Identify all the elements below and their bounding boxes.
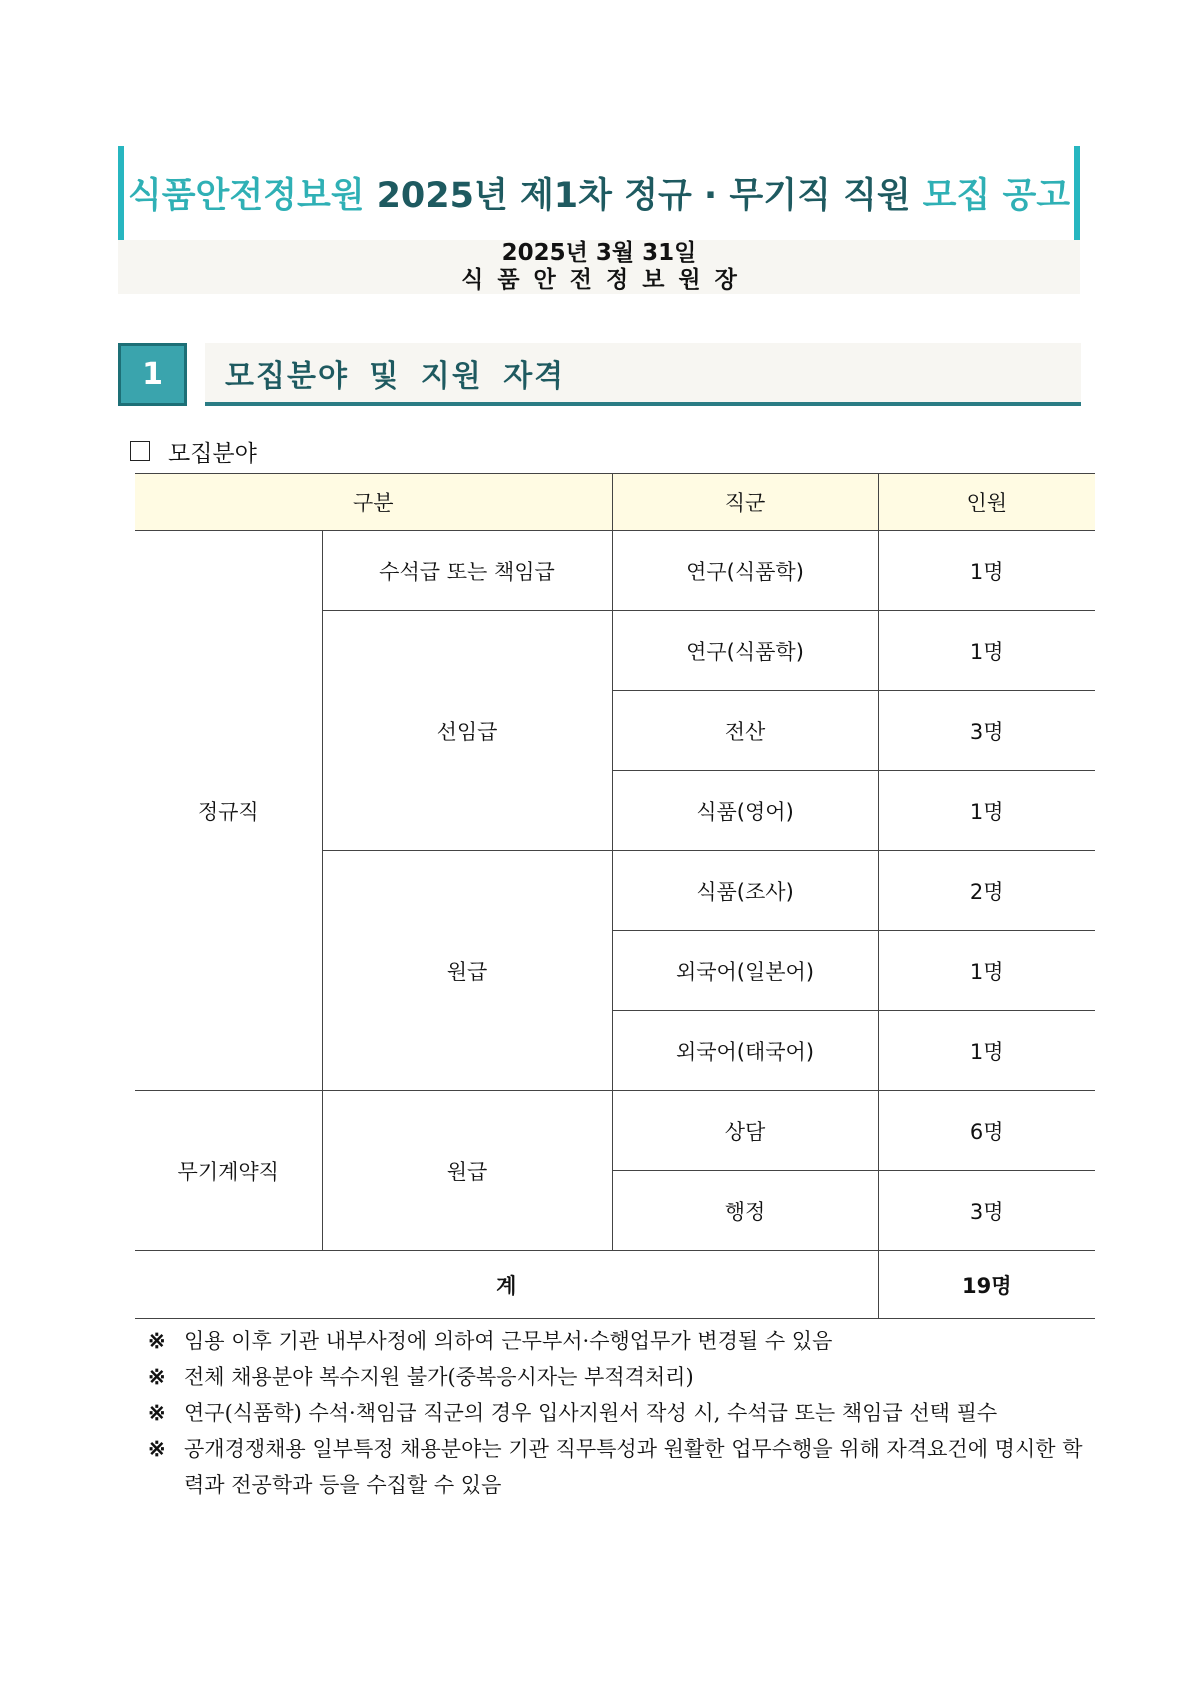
job-cell: 식품(조사) [612,851,878,931]
note-item [148,1359,1098,1395]
grade-cell: 원급 [322,851,612,1091]
issue-info [118,240,1080,294]
recruitment-table [135,473,1095,1319]
note-text: 임용 이후 기관 내부사정에 의하여 근무부서·수행업무가 변경될 수 있음 [184,1329,833,1353]
total-label: 계 [135,1251,878,1319]
type-cell: 정규직 [135,531,322,1091]
header-count: 인원 [878,474,1095,531]
note-text: 전체 채용분야 복수지원 불가(중복응시자는 부적격처리) [184,1365,694,1389]
notes-list [148,1323,1098,1503]
count-cell: 6명 [878,1091,1095,1171]
note-text: 공개경쟁채용 일부특정 채용분야는 기관 직무특성과 원활한 업무수행을 위해 자격요건에 명시한 학력과 전공학과 등을 수집할 수 있음 [184,1437,1083,1497]
total-count: 19명 [878,1251,1095,1319]
section-number: 1 [118,343,187,406]
job-cell: 연구(식품학) [612,531,878,611]
count-cell: 3명 [878,691,1095,771]
job-cell: 연구(식품학) [612,611,878,691]
header-job: 직군 [612,474,878,531]
grade-cell: 수석급 또는 책임급 [322,531,612,611]
header-category: 구분 [135,474,612,531]
job-cell: 상담 [612,1091,878,1171]
job-cell: 행정 [612,1171,878,1251]
subheading-text: 모집분야 [168,440,257,467]
issue-date: 2025년 3월 31일 [501,240,697,266]
table-header-row [135,474,1095,531]
reference-mark-icon: ※ [148,1328,166,1353]
title-main: 2025년 제1차 정규 · 무기직 직원 [376,176,911,216]
job-cell: 식품(영어) [612,771,878,851]
count-cell: 1명 [878,531,1095,611]
title-org: 식품안전정보원 [127,176,365,216]
grade-cell: 선임급 [322,611,612,851]
job-cell: 외국어(태국어) [612,1011,878,1091]
title-suffix: 모집 공고 [922,176,1071,216]
count-cell: 1명 [878,771,1095,851]
job-cell: 외국어(일본어) [612,931,878,1011]
reference-mark-icon: ※ [148,1364,166,1389]
count-cell: 1명 [878,931,1095,1011]
count-cell: 1명 [878,611,1095,691]
page-title [118,146,1080,240]
reference-mark-icon: ※ [148,1436,166,1461]
section-title: 모집분야 및 지원 자격 [205,343,1081,406]
job-cell: 전산 [612,691,878,771]
count-cell: 3명 [878,1171,1095,1251]
total-row [135,1251,1095,1319]
count-cell: 1명 [878,1011,1095,1091]
type-cell: 무기계약직 [135,1091,322,1251]
note-item [148,1323,1098,1359]
subheading [130,433,257,469]
issuer: 식품안전정보원장 [461,267,751,293]
grade-cell: 원급 [322,1091,612,1251]
note-item [148,1431,1098,1503]
count-cell: 2명 [878,851,1095,931]
reference-mark-icon: ※ [148,1400,166,1425]
note-text: 연구(식품학) 수석·책임급 직군의 경우 입사지원서 작성 시, 수석급 또는 책임급 선택 필수 [184,1401,998,1425]
checkbox-icon [130,441,150,461]
table-row [135,1091,1095,1171]
table-row [135,531,1095,611]
note-item [148,1395,1098,1431]
